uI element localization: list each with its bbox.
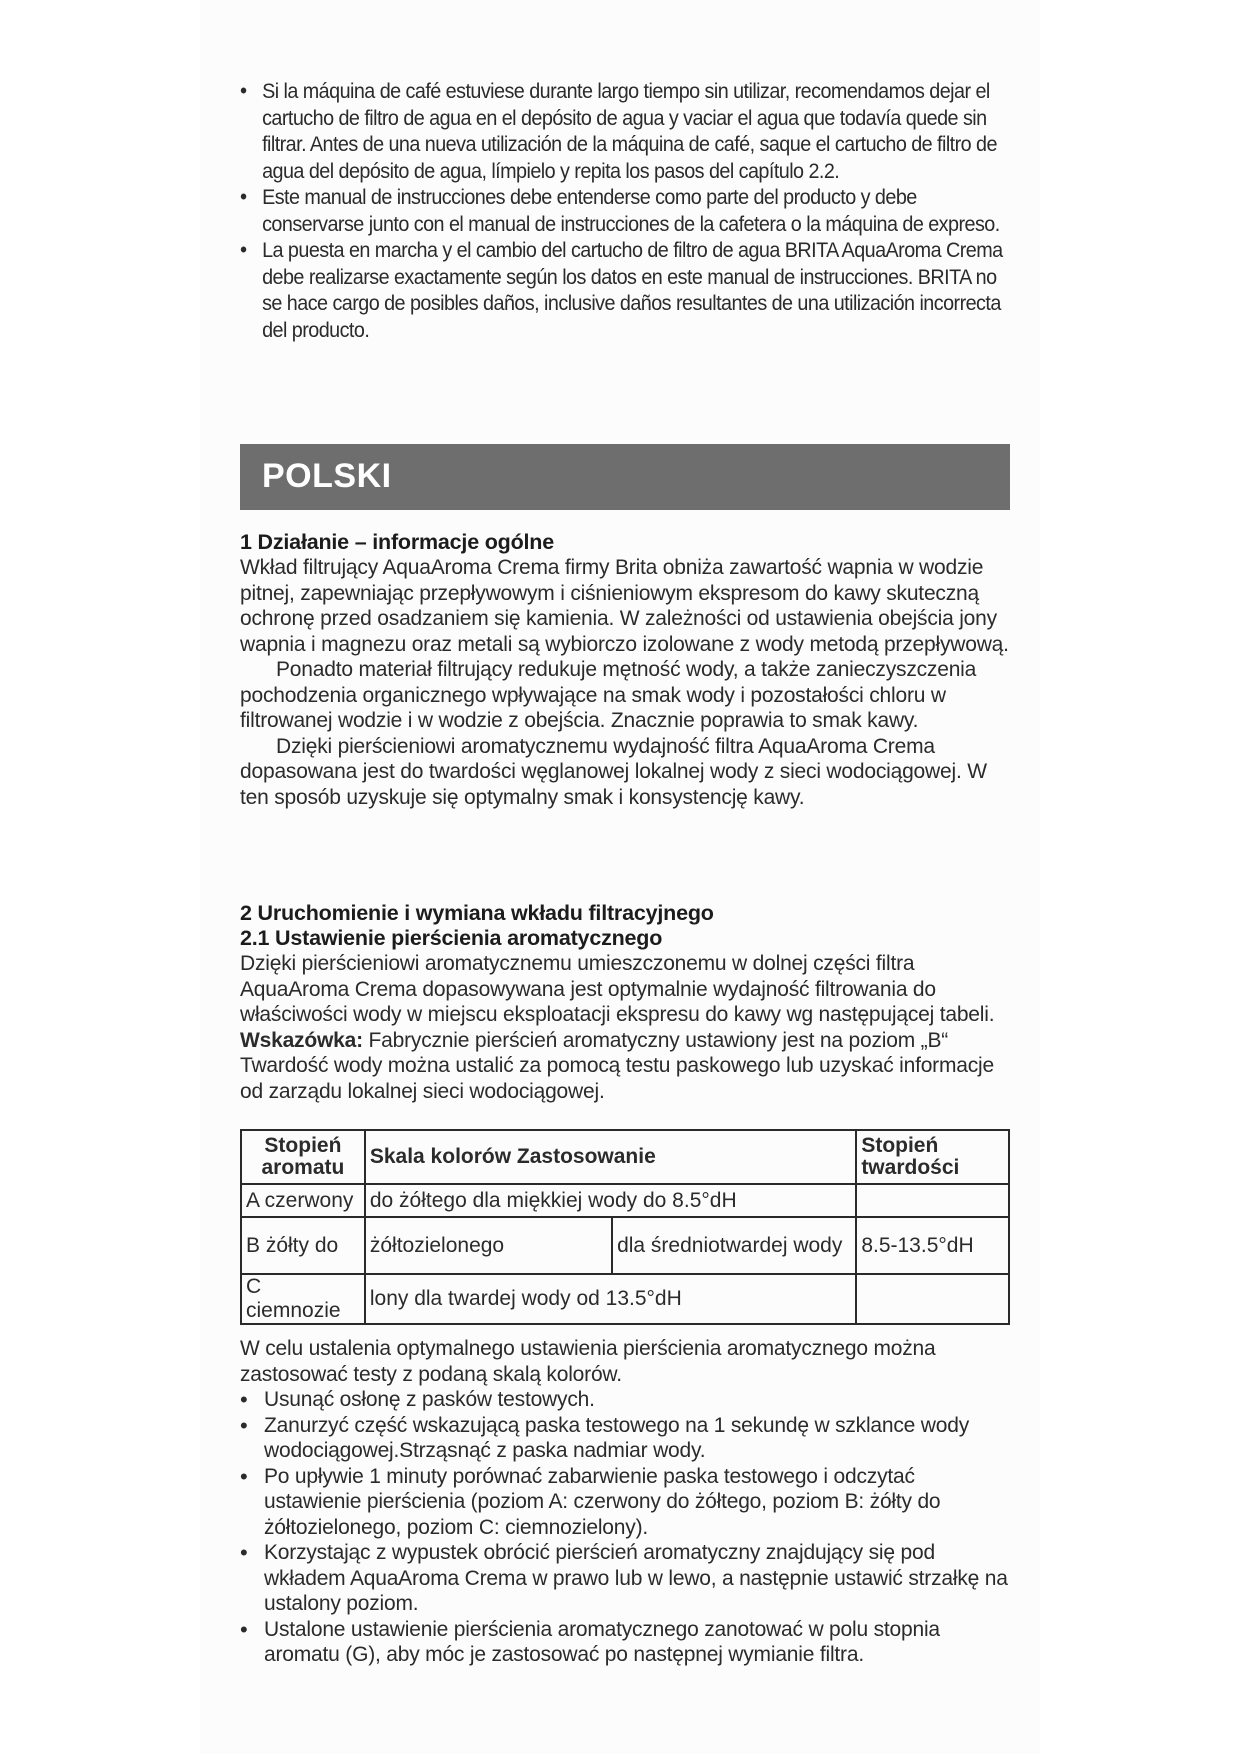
spanish-note: • Este manual de instrucciones debe entenderse como parte del producto y debe conservarse junto con el manual de instrucciones de la cafetera o la máquina de expreso. — [240, 184, 1010, 237]
test-steps — [240, 1387, 1010, 1668]
test-intro: W celu ustalenia optymalnego ustawienia pierścienia aromatycznego można zastosować testy z podaną skalą kolorów. — [240, 1337, 936, 1386]
section-2-heading: 2 Uruchomienie i wymiana wkładu filtracyjnego — [240, 901, 714, 925]
section-1-paragraph: Dzięki pierścieniowi aromatycznemu wydajność filtra AquaAroma Crema dopasowana jest do twardości węglanowej lokalnej wody z sieci wodociągowej. W ten sposób uzyskuje się optymalny smak i konsystencję kawy. — [240, 734, 987, 809]
table-cell — [856, 1274, 1009, 1324]
table-cell: dla średniotwardej wody — [612, 1217, 856, 1274]
section-1 — [240, 530, 1010, 810]
table-row — [241, 1274, 1009, 1324]
table-header-cell: Stopień aromatu — [241, 1130, 365, 1184]
language-banner-title: POLSKI — [262, 457, 392, 495]
table-cell: B żółty do — [241, 1217, 365, 1274]
table-cell: 8.5-13.5°dH — [856, 1217, 1009, 1274]
test-step: • Zanurzyć część wskazującą paska testowego na 1 sekundę w szklance wody wodociągowej.Strząsnąć z paska nadmiar wody. — [240, 1413, 1010, 1464]
test-step: • Korzystając z wypustek obrócić pierścień aromatyczny znajdujący się pod wkładem AquaAroma Crema w prawo lub w lewo, a następnie ustawić strzałkę na ustalony poziom. — [240, 1540, 1010, 1617]
aroma-table-wrapper — [240, 1129, 1010, 1325]
section-2-1-text: Dzięki pierścieniowi aromatycznemu umieszczonemu w dolnej części filtra AquaAroma Crema dopasowywana jest optymalnie wydajność filtrowania do właściwości wody w miejscu eksploatacji ekspresu do kawy wg następującej tabeli. — [240, 952, 995, 1026]
spanish-note: • Si la máquina de café estuviese durante largo tiempo sin utilizar, recomendamos dejar el cartucho de filtro de agua en el depósito de agua y vaciar el agua que todavía quede sin filtrar. Antes de una nueva utilización de la máquina de café, saque el cartucho de filtro de agua del depósito de agua, límpielo y repita los pasos del capítulo 2.2. — [240, 78, 1010, 184]
section-2 — [240, 901, 1010, 1104]
test-step: • Ustalone ustawienie pierścienia aromatycznego zanotować w polu stopnia aromatu (G), aby móc je zastosować po następnej wymianie filtra. — [240, 1617, 1010, 1668]
test-instructions — [240, 1336, 1010, 1668]
section-2-1-paragraph — [240, 951, 1010, 1104]
section-2-1-heading: 2.1 Ustawienie pierścienia aromatycznego — [240, 926, 663, 950]
table-cell: lony dla twardej wody od 13.5°dH — [365, 1274, 856, 1324]
section-1-heading: 1 Działanie – informacje ogólne — [240, 530, 555, 554]
test-step: • Usunąć osłonę z pasków testowych. — [240, 1387, 1010, 1413]
table-cell: A czerwony — [241, 1184, 365, 1217]
section-1-paragraph: Ponadto materiał filtrujący redukuje mętność wody, a także zanieczyszczenia pochodzenia organicznego wpływające na smak wody i pozostałości chloru w filtrowanej wodzie i w wodzie z obejścia. Znacznie poprawia to smak kawy. — [240, 658, 977, 732]
hint-label: Wskazówka: — [240, 1028, 363, 1052]
aroma-table — [240, 1129, 1010, 1325]
table-cell — [856, 1184, 1009, 1217]
spanish-note: • La puesta en marcha y el cambio del cartucho de filtro de agua BRITA AquaAroma Crema debe realizarse exactamente según los datos en este manual de instrucciones. BRITA no se hace cargo de posibles daños, inclusive daños resultantes de una utilización incorrecta del producto. — [240, 237, 1010, 343]
table-header-row — [241, 1130, 1009, 1184]
spanish-notes — [240, 78, 1010, 343]
test-step: • Po upływie 1 minuty porównać zabarwienie paska testowego i odczytać ustawienie pierścienia (poziom A: czerwony do żółtego, poziom B: żółty do żółtozielonego, poziom C: ciemnozielony). — [240, 1464, 1010, 1541]
section-2-1-text-cont: Fabrycznie pierścień aromatyczny ustawiony jest na poziom „B“ Twardość wody można ustalić za pomocą testu paskowego lub uzyskać informacje od zarządu lokalnej sieci wodociągowej. — [240, 1028, 994, 1103]
table-cell: do żółtego dla miękkiej wody do 8.5°dH — [365, 1184, 856, 1217]
table-row — [241, 1184, 1009, 1217]
language-banner — [240, 444, 1010, 510]
section-1-paragraph: Wkład filtrujący AquaAroma Crema firmy Brita obniża zawartość wapnia w wodzie pitnej, zapewniając przepływowym i ciśnieniowym ekspresom do kawy skuteczną ochronę przed osadzaniem się kamienia. W zależności od ustawienia obejścia jony wapnia i magnezu oraz metali są wybiorczo izolowane z wody metodą przepływową. — [240, 556, 1009, 656]
table-row — [241, 1217, 1009, 1274]
table-header-cell: Stopień twardości — [856, 1130, 1009, 1184]
table-cell: C ciemnozie — [241, 1274, 365, 1324]
table-header-cell: Skala kolorów Zastosowanie — [365, 1130, 856, 1184]
table-cell: żółtozielonego — [365, 1217, 612, 1274]
